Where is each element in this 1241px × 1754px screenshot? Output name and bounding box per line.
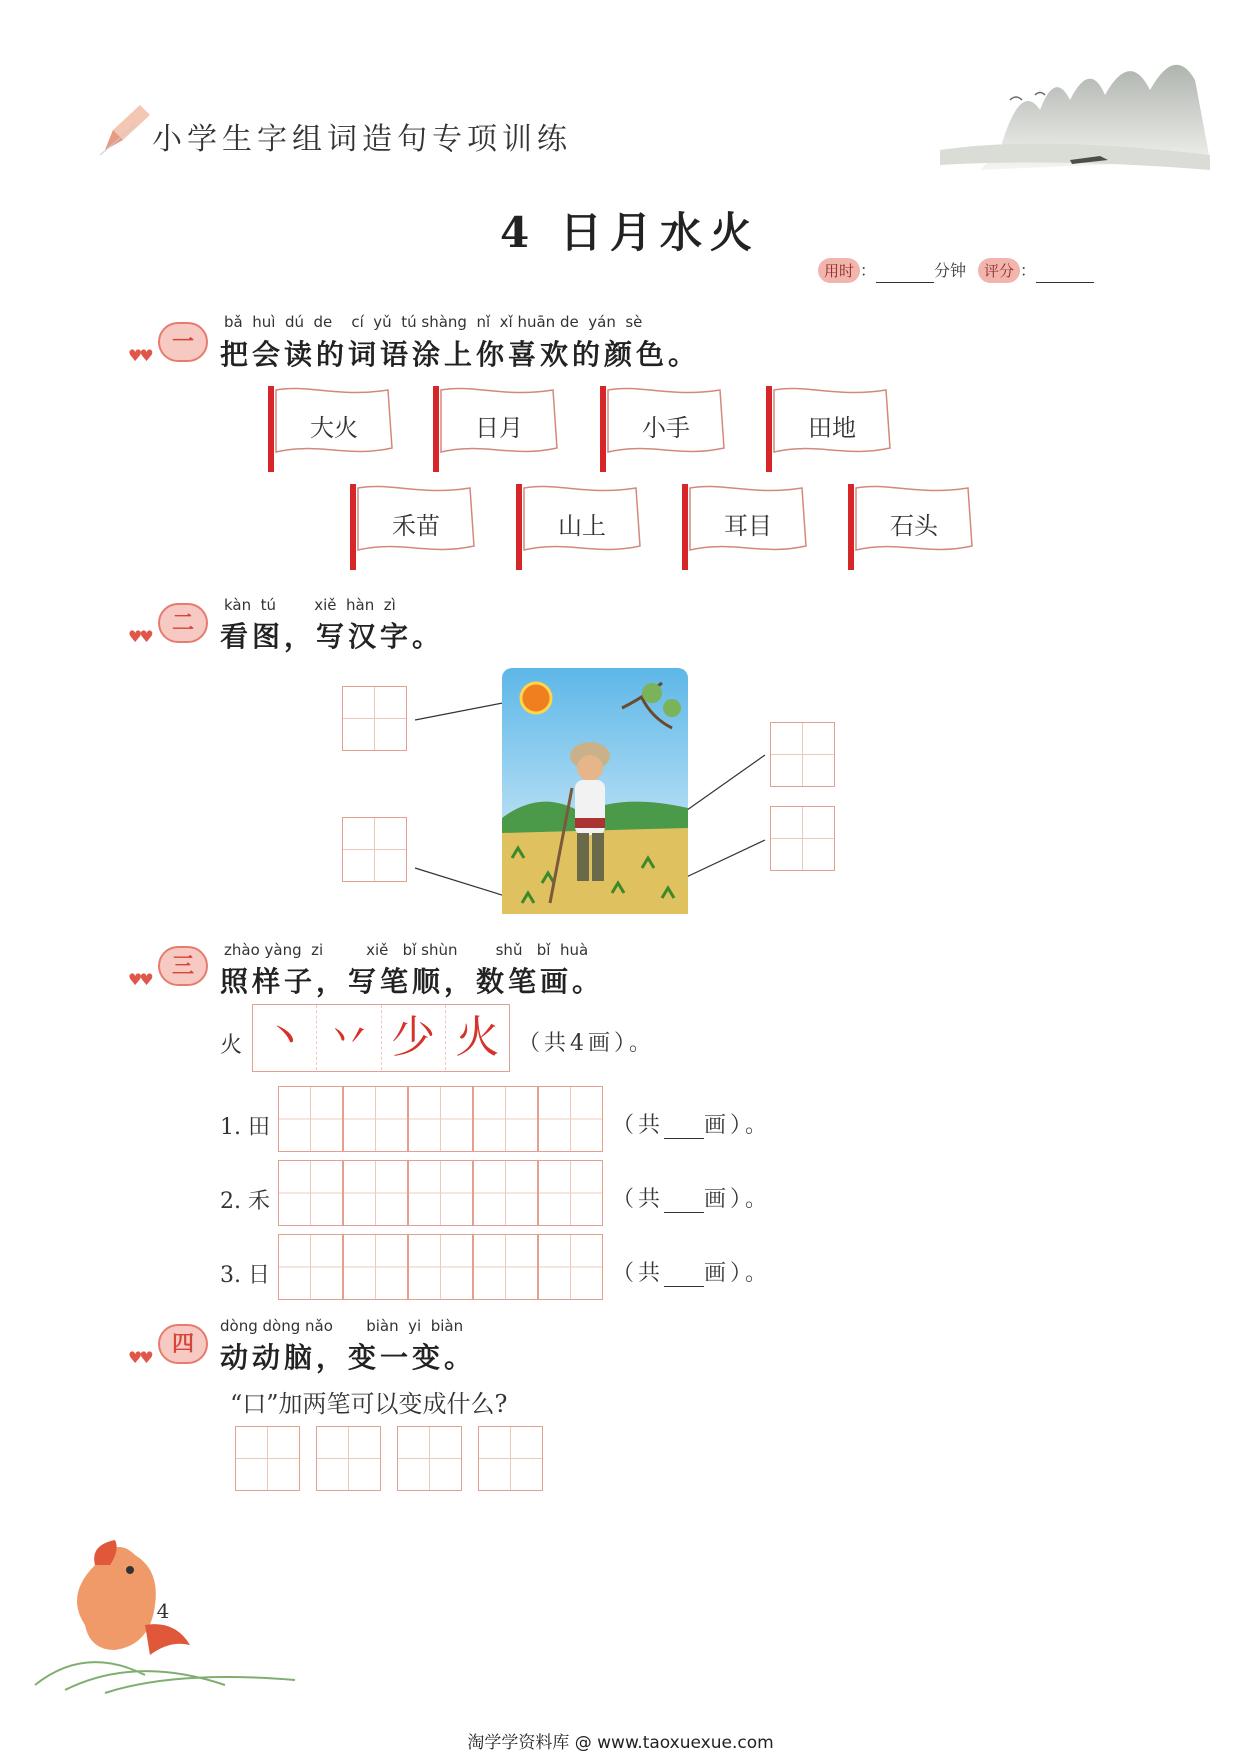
stroke-cell[interactable]: [538, 1160, 603, 1226]
writing-box-field[interactable]: [342, 817, 407, 882]
hearts-icon: ♥♥: [128, 970, 151, 989]
stroke-cell[interactable]: [278, 1086, 343, 1152]
practice-row-label: 1. 田: [220, 1115, 270, 1140]
word-flag[interactable]: [268, 386, 394, 468]
paren-open: （共: [612, 1187, 665, 1212]
stroke-count-blank[interactable]: [664, 1116, 704, 1139]
stroke-cell[interactable]: [278, 1234, 343, 1300]
example-stroke: 火: [455, 1012, 500, 1063]
practice-row-label: 2. 禾: [220, 1189, 270, 1214]
answer-box-4[interactable]: [478, 1426, 543, 1491]
practice-stroke-grid: [278, 1086, 603, 1152]
section-4-title: 动动脑，变一变。: [220, 1341, 477, 1374]
writing-box-fire[interactable]: [770, 806, 835, 871]
stroke-cell[interactable]: [343, 1234, 408, 1300]
word-flag-label: 田地: [808, 414, 856, 442]
example-stroke: 少: [382, 1005, 446, 1070]
practice-stroke-grid: [278, 1234, 603, 1300]
hearts-icon: ♥♥: [128, 1348, 151, 1367]
word-flag-label: 大火: [310, 414, 358, 442]
section-3-title: 照样子，写笔顺，数笔画。: [220, 965, 605, 998]
word-flag[interactable]: [600, 386, 726, 468]
stroke-cell[interactable]: [473, 1160, 538, 1226]
paren-close: 画）。: [704, 1113, 772, 1138]
example-stroke: 丷: [317, 1005, 381, 1070]
word-flag[interactable]: [848, 484, 974, 566]
example-char: 火: [220, 1033, 243, 1058]
section-1-title: 把会读的词语涂上你喜欢的颜色。: [220, 338, 701, 371]
paren-close: 画）。: [704, 1261, 772, 1286]
question-text: “口”加两笔可以变成什么?: [230, 1390, 508, 1418]
word-flag-label: 山上: [558, 512, 606, 540]
stroke-count-field: [612, 1256, 771, 1287]
word-flag[interactable]: [350, 484, 476, 566]
footer-watermark: 淘学学资料库 @ www.taoxuexue.com: [467, 1733, 774, 1753]
time-label: 用时: [818, 258, 860, 283]
word-flag[interactable]: [433, 386, 559, 468]
word-flag-label: 耳目: [724, 512, 772, 540]
time-blank[interactable]: [876, 282, 934, 283]
section-badge-2: 二: [158, 603, 208, 643]
example-stroke: 丶: [253, 1005, 317, 1070]
writing-box-sun[interactable]: [342, 686, 407, 751]
word-flag-label: 石头: [890, 512, 938, 540]
stroke-cell[interactable]: [343, 1086, 408, 1152]
section-1-pinyin: bǎ huì dú de cí yǔ tú shàng nǐ xǐ huān de yán sè: [224, 313, 643, 331]
hearts-icon: ♥♥: [128, 346, 151, 365]
pencil-icon: [95, 100, 155, 160]
stroke-cell[interactable]: [538, 1234, 603, 1300]
paren-open: （共: [612, 1113, 665, 1138]
section-badge-3: 三: [158, 946, 208, 986]
lesson-title: 4 日月水火: [500, 208, 760, 257]
word-flag[interactable]: [682, 484, 808, 566]
word-flag-label: 小手: [642, 414, 690, 442]
word-flag-label: 日月: [475, 414, 523, 442]
word-flag[interactable]: [766, 386, 892, 468]
stroke-count-field: [612, 1108, 771, 1139]
score-blank[interactable]: [1036, 282, 1094, 283]
stroke-cell[interactable]: [278, 1160, 343, 1226]
word-flag[interactable]: [516, 484, 642, 566]
section-badge-4: 四: [158, 1324, 208, 1364]
paren-open: （共: [612, 1261, 665, 1286]
section-badge-1: 一: [158, 322, 208, 362]
section-2-title: 看图，写汉字。: [220, 620, 445, 653]
landscape-decoration: [940, 40, 1220, 190]
answer-box-3[interactable]: [397, 1426, 462, 1491]
word-flag-label: 禾苗: [392, 512, 440, 540]
example-stroke-grid: [252, 1004, 510, 1072]
section-3-pinyin: zhào yàng zi xiě bǐ shùn shǔ bǐ huà: [224, 941, 589, 959]
minute-unit: 分钟: [934, 261, 967, 280]
stroke-cell[interactable]: [473, 1234, 538, 1300]
practice-row-label: 3. 日: [220, 1263, 270, 1288]
stroke-count-blank[interactable]: [664, 1190, 704, 1213]
score-label: 评分: [978, 258, 1020, 283]
stroke-cell[interactable]: [408, 1160, 473, 1226]
practice-stroke-grid: [278, 1160, 603, 1226]
stroke-cell[interactable]: [408, 1086, 473, 1152]
example-count: （共4画）。: [518, 1031, 655, 1056]
header-title: 小学生字组词造句专项训练: [152, 122, 572, 157]
sun-icon: [521, 683, 551, 713]
answer-box-1[interactable]: [235, 1426, 300, 1491]
section-2-pinyin: kàn tú xiě hàn zì: [224, 596, 396, 614]
section-4-pinyin: dòng dòng nǎo biàn yi biàn: [220, 1317, 464, 1335]
farmer-illustration: [502, 668, 688, 914]
stroke-cell[interactable]: [408, 1234, 473, 1300]
stroke-cell[interactable]: [473, 1086, 538, 1152]
answer-box-2[interactable]: [316, 1426, 381, 1491]
time-field: 用时 ： 分钟: [818, 258, 966, 283]
stroke-count-blank[interactable]: [664, 1264, 704, 1287]
score-field: 评分 ：: [978, 258, 1094, 283]
stroke-cell[interactable]: [538, 1086, 603, 1152]
hearts-icon: ♥♥: [128, 627, 151, 646]
stroke-cell[interactable]: [343, 1160, 408, 1226]
paren-close: 画）。: [704, 1187, 772, 1212]
page-number: 4: [156, 1599, 170, 1623]
stroke-count-field: [612, 1182, 771, 1213]
writing-box-water[interactable]: [770, 722, 835, 787]
